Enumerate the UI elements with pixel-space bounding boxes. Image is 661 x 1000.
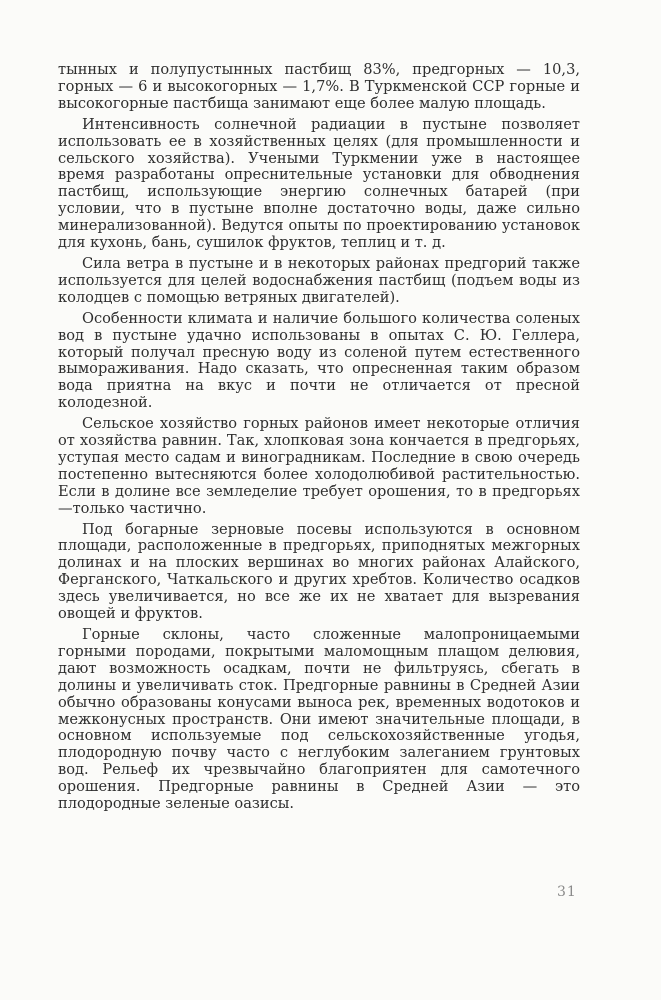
paragraph-rainfed-crops: Под богарные зерновые посевы используются в основном площади, расположенные в предгорьях, приподнятых межгорных долинах и на плоских вершинах во многих районах Алайского, Ферганского, Чаткальского и других хребтов. Количество осадков здесь увеличивается, но все же их не хватает для вызревания овощей и фруктов. [58,520,580,623]
paragraph-mountain-agriculture: Сельское хозяйство горных районов имеет некоторые отличия от хозяйства равнин. Так, хлопковая зона кончается в предгорьях, уступая место садам и виноградникам. Последние в свою очередь постепенно вытесняются более холодолюбивой растительностью. Если в долине все земледелие требует орошения, то в предгорьях—только частично. [58,415,580,517]
body-text [58,62,580,817]
page-number: 31 [557,884,577,900]
paragraph-salt-water: Особенности климата и наличие большого количества соленых вод в пустыне удачно использованы в опытах С. Ю. Геллера, который получал пресную воду из соленой путем естественного вымораживания. Надо сказать, что опресненная таким образом вода приятна на вкус и почти не отличается от пресной колодезной. [58,309,580,412]
paragraph-mountain-slopes: Горные склоны, часто сложенные малопроницаемыми горными породами, покрытыми маломощным плащом делювия, дают возможность осадкам, почти не фильтруясь, сбегать в долины и увеличивать сток. Предгорные равнины в Средней Азии обычно образованы конусами выноса рек, временных водотоков и межконусных пространств. Они имеют значительные площади, в основном используемые под сельскохозяйственные угодья, плодородную почву часто с неглубоким залеганием грунтовых вод. Рельеф их чрезвычайно благоприятен для самотечного орошения. Предгорные равнины в Средней Азии — это плодородные зеленые оазисы. [58,626,580,813]
paragraph-wind-power: Сила ветра в пустыне и в некоторых районах предгорий также используется для целей водоснабжения пастбищ (подъем воды из колодцев с помощью ветряных двигателей). [58,254,580,306]
paragraph-solar-radiation: Интенсивность солнечной радиации в пустыне позволяет использовать ее в хозяйственных целях (для промышленности и сельского хозяйства). Учеными Туркмении уже в настоящее время разработаны опреснительные установки для обводнения пастбищ, использующие энергию солнечных батарей (при условии, что в пустыне вполне достаточно воды, даже сильно минерализованной). Ведутся опыты по проектированию установок для кухонь, бань, сушилок фруктов, теплиц и т. д. [58,115,580,252]
paragraph-pasture-shares: тынных и полупустынных пастбищ 83%, предгорных — 10,3, горных — 6 и высокогорных — 1,7%. В Туркменской ССР горные и высокогорные пастбища занимают еще более малую площадь. [58,61,580,112]
